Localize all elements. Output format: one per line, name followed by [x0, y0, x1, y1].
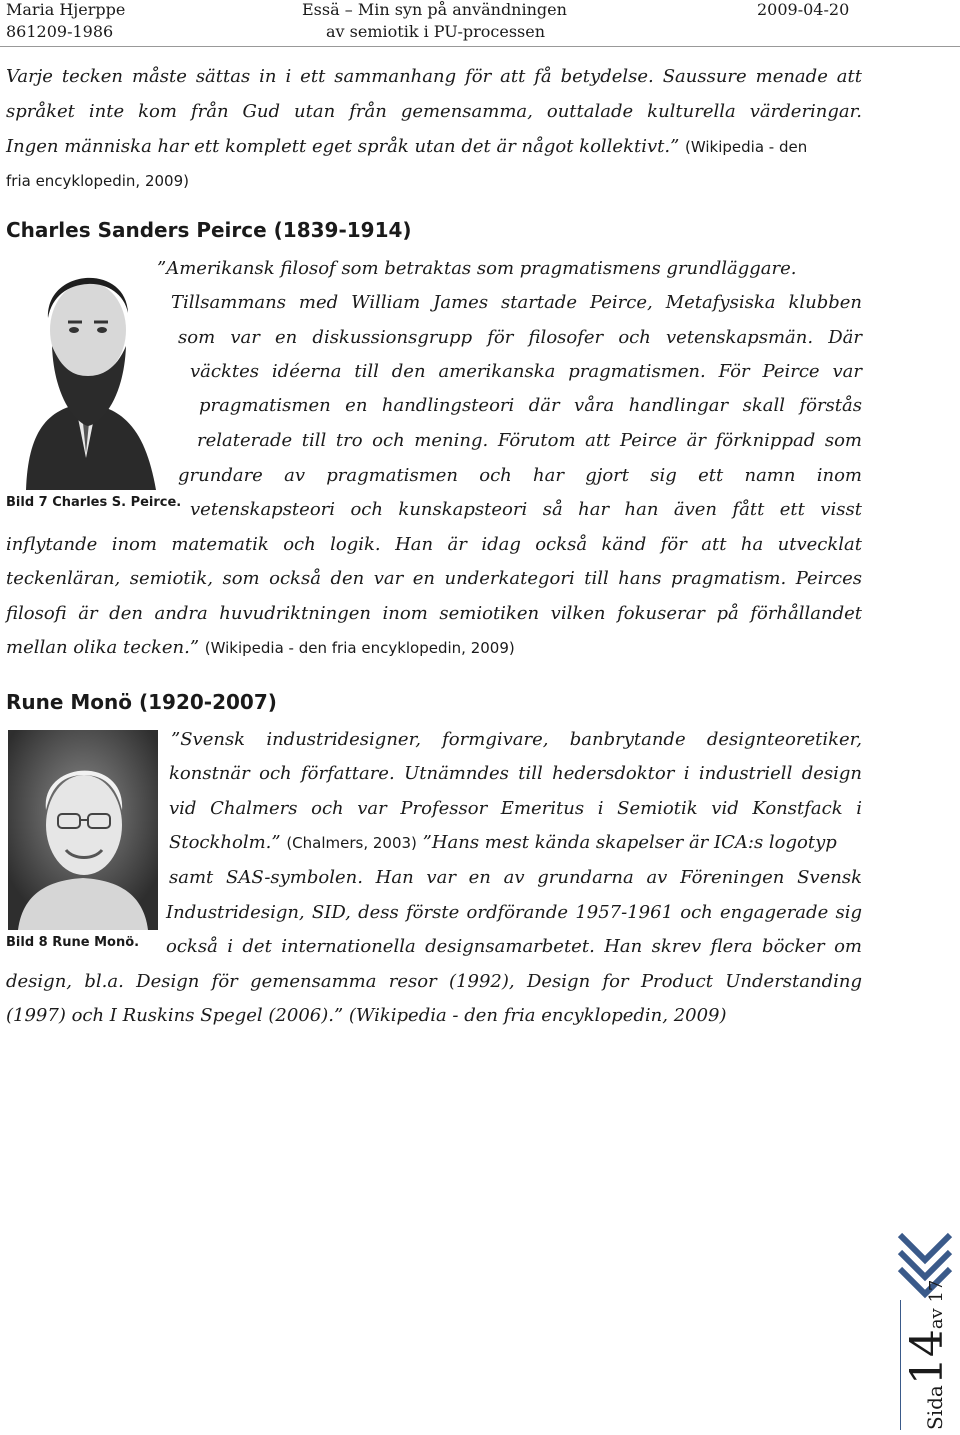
header-id: 861209-1986	[6, 22, 114, 41]
mono-line-6: Industridesign, SID, dess förste ordförande 1957-1961 och engagerade sig	[166, 902, 862, 923]
intro-quote-end: Ingen människa har ett komplett eget språk utan det är något kollektivt.”	[6, 136, 680, 157]
peirce-line-8: vetenskapsteori och kunskapsteori så har han även fått ett visst	[190, 499, 862, 520]
peirce-line-7: grundare av pragmatismen och har gjort sig ett namn inom	[178, 465, 862, 486]
mono-portrait	[8, 730, 158, 930]
peirce-portrait	[6, 258, 166, 490]
peirce-line-10: teckenläran, semiotik, som också den var en underkategori till hans pragmatism. Peirces	[6, 568, 862, 589]
mono-quote-end: Stockholm.”	[169, 832, 281, 853]
mono-citation-chalmers: (Chalmers, 2003)	[286, 834, 417, 852]
intro-citation-cont: fria encyklopedin, 2009)	[6, 172, 189, 190]
mono-caption: Bild 8 Rune Monö.	[6, 935, 140, 950]
mono-line-3: vid Chalmers och var Professor Emeritus i Semiotik vid Konstfack i	[169, 798, 862, 819]
peirce-line-2: Tillsammans med William James startade Peirce, Metafysiska klubben	[171, 292, 862, 313]
peirce-heading: Charles Sanders Peirce (1839-1914)	[6, 218, 412, 242]
mono-line-2: konstnär och författare. Utnämndes till hedersdoktor i industriell design	[169, 763, 862, 784]
peirce-line-1: ”Amerikansk filosof som betraktas som pragmatismens grundläggare.	[157, 258, 797, 279]
intro-line-1: Varje tecken måste sättas in i ett sammanhang för att få betydelse. Saussure menade att	[6, 66, 862, 87]
header-rule	[0, 46, 960, 47]
peirce-quote-end: mellan olika tecken.”	[6, 637, 200, 658]
peirce-line-11: filosofi är den andra huvudriktningen inom semiotiken vilken fokuserar på förhållandet	[6, 603, 862, 624]
page-label: Sida	[923, 1385, 947, 1430]
peirce-line-9: inflytande inom matematik och logik. Han är idag också känd för att ha utvecklat	[6, 534, 862, 555]
mono-line-7: också i det internationella designsamarbetet. Han skrev flera böcker om	[166, 936, 862, 957]
mono-line-8: design, bl.a. Design för gemensamma resor (1992), Design for Product Understanding	[6, 971, 862, 992]
mono-line-1: ”Svensk industridesigner, formgivare, banbrytande designteoretiker,	[171, 729, 862, 750]
mono-quote-start: ”Hans mest kända skapelser är ICA:s logotyp	[422, 832, 837, 853]
mono-heading: Rune Monö (1920-2007)	[6, 690, 277, 714]
peirce-citation: (Wikipedia - den fria encyklopedin, 2009)	[204, 639, 515, 657]
intro-line-3	[6, 136, 807, 157]
page-total: av 17	[926, 1279, 947, 1330]
header-author: Maria Hjerppe	[6, 0, 126, 19]
header-subtitle: av semiotik i PU-processen	[326, 22, 546, 41]
header-title: Essä – Min syn på användningen	[302, 0, 567, 19]
peirce-line-6: relaterade till tro och mening. Förutom att Peirce är förknippad som	[197, 430, 862, 451]
mono-line-9: (1997) och I Ruskins Spegel (2006).” (Wikipedia - den fria encyklopedin, 2009)	[6, 1005, 727, 1026]
peirce-line-4: väcktes idéerna till den amerikanska pragmatismen. För Peirce var	[190, 361, 862, 382]
footer-rule	[900, 1300, 901, 1430]
page-indicator	[902, 1279, 953, 1430]
peirce-caption: Bild 7 Charles S. Peirce.	[6, 495, 182, 510]
mono-line-4	[169, 832, 837, 853]
peirce-line-5: pragmatismen en handlingsteori där våra handlingar skall förstås	[199, 395, 862, 416]
page-number: 14	[902, 1329, 953, 1386]
intro-citation: (Wikipedia - den	[685, 138, 808, 156]
header-date: 2009-04-20	[757, 0, 850, 19]
mono-line-5: samt SAS-symbolen. Han var en av grundarna av Föreningen Svensk	[169, 867, 862, 888]
peirce-line-12	[6, 637, 515, 658]
peirce-line-3: som var en diskussionsgrupp för filosofer och vetenskapsmän. Där	[178, 327, 862, 348]
intro-line-2: språket inte kom från Gud utan från gemensamma, outtalade kulturella värderingar.	[6, 101, 862, 122]
